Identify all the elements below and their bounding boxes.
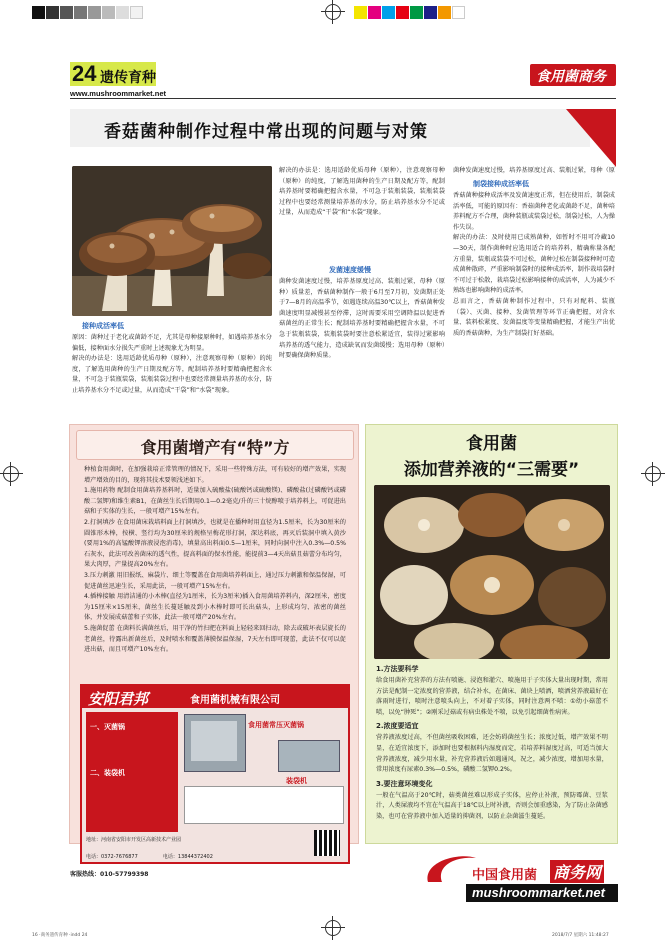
paragraph: 2.打洞填沙 在食用菌床栽培料面上打洞填沙，也就是在播种时用直径为1.5厘米，长为30厘米的圆锥形木棒，按横、竖行均为30厘米的规格呈梅花形打洞，深达料底，再灭后装洞中填入黄沙(要用1%的高锰酸钾溶液浸泡消毒)，填量高出料面0.5—1厘米，同时向洞中注入0.3%—0.5%石灰水，此法可改善菌床的透气性，提高料面的保水性能，能提前3—4天出菇且菇蕾分布均匀，果大肉厚，产量提高20%左右。 — [84, 518, 346, 569]
heading-fajun: 发菌速度缓慢 — [329, 266, 371, 274]
brand-cn-b: 商务网 — [550, 860, 604, 883]
article3-title-line1: 食用菌 — [466, 434, 517, 454]
article3-box — [365, 424, 618, 844]
qr-code-icon — [314, 830, 340, 856]
paragraph: 菌种发菌速度过慢，培养基原度过高、装瓶过紧，母种（原 — [453, 167, 615, 174]
paragraph: 5.施菌促蕾 在菌料长满菌丝后，用干净的竹扫把在料面上轻轻来回扫动，除去或破坏表层旋长的老菌丝，待露出新菌丝后，及时喷水和覆盖薄膜保温保湿，7天左右即可现蕾，此法不仅可以促进出菇，而且可增产10%左右。 — [84, 624, 346, 654]
registration-mark — [3, 466, 19, 482]
brand-url: mushroommarket.net — [472, 885, 605, 900]
article3-title-line2: 添加营养液的“三需要” — [403, 460, 580, 480]
section-name: 遗传育种 — [100, 70, 156, 86]
mushroom-variety-photo — [374, 485, 610, 659]
ad-line2: 二、装袋机 — [90, 769, 125, 777]
paragraph: 营养液浓度过高，不但菌丝吸收困难，还会妨碍菌丝生长；浓度过低，增产效果不明显，在适宜浓度下，添加时也要根据料内湿度而定，若培养料湿度过高，可适当加大营养液浓度，减少用水量，补充营养液后如遇通风，况之，减少浓度，增加用水量，常用浓度有尿素0.3%—0.5%，磷酸二氢钾0.2%。 — [376, 734, 608, 774]
shiitake-illustration — [72, 166, 272, 316]
paragraph: 菌种发菌速度过慢，培养基原度过高、装瓶过紧，母种（原种）质量差，香菇菌种制作一般于6月至7月初，发菌期正处于7—8月的高温季节，如遇连续高温30℃以上，香菇菌种发菌速度明显减慢甚至停滞，这时需要采用空调降温以促进香菇菌丝的正常生长；配制培养基时要精确把握含水量，不可急于装瓶装袋，装瓶装袋时要注意松紧适宜，装得过紧影响培养基的透气能力，造成缺氧而发菌缓慢；选用母种（原种）时要确保菌种质量。 — [279, 278, 445, 360]
brand-url-bar — [466, 884, 618, 902]
ad-phone-b: 电话：13844372402 — [162, 854, 213, 860]
ad-machine: 装袋机 — [286, 777, 307, 785]
website-url: www.mushroommarket.net — [70, 89, 166, 98]
ad-company-full: 食用菌机械有限公司 — [190, 695, 280, 706]
heading-environment: 3.要注意环境变化 — [376, 779, 433, 788]
ad-machine-image — [278, 740, 340, 772]
article1-col1 — [72, 318, 272, 397]
article2-body — [84, 465, 346, 656]
article3-body — [376, 661, 608, 823]
ad-line1: 一、灭菌锅 — [90, 723, 125, 731]
paragraph: 种植食用菌时，在加强栽培正常管理的情况下，采用一些特殊方法，可有较好的增产效果，实现增产增效的目的，现将其技术要领浅述如下。 — [84, 466, 346, 484]
ad-phone-a: 电话：0372-7676877 — [86, 854, 138, 860]
article3-title-area — [366, 425, 617, 481]
file-info-left: 16 ·商务遗传育种 ·indd 24 — [32, 933, 88, 938]
article1-col3 — [453, 166, 615, 339]
mushroom-variety-illustration — [374, 485, 610, 659]
article2-title-bar — [76, 430, 354, 460]
brand-tag-text: 食用菌商务 — [536, 69, 606, 85]
heading-zhizhong: 制袋接种成活率低 — [473, 180, 529, 188]
heading-jiezhong: 接种成活率低 — [82, 322, 124, 330]
registration-mark — [325, 920, 341, 936]
page-header — [70, 60, 616, 96]
ad-product: 食用菌常压灭菌锅 — [248, 721, 304, 729]
ad-address: 地址：河南省安阳市开发区高新技术产业园 — [86, 837, 182, 843]
ad-spec-table — [184, 786, 344, 824]
ad-block[interactable] — [80, 684, 350, 864]
heading-method: 1.方法要科学 — [376, 665, 419, 673]
article1-title-banner — [70, 109, 616, 147]
page-number: 24 — [72, 61, 97, 86]
file-info-right: 2018/7/7 星期六 11:48:27 — [552, 933, 609, 938]
brand-cn-a: 中国食用菌 — [472, 868, 538, 883]
paragraph: 总而言之，香菇菌种制作过程中，只有对配料、装瓶（袋）、灭菌、接种、发菌管理等环节正确把握，对含水量、装料松紧度、发菌温度等变量精确把握，才能生产出优质的香菇菌种，为生产制袋打好基础。 — [453, 297, 615, 337]
article2-title: 食用菌增产有“特”方 — [140, 438, 290, 457]
ad-header — [82, 686, 348, 708]
red-corner-shape — [546, 109, 616, 167]
ad-contact — [86, 836, 342, 862]
registration-mark — [325, 4, 341, 20]
paragraph: 一般在气温高于20℃时，菇类菌丝难以形成子实体，应停止补液，预防霉菌、豆浆汁，人类屎液均不宜在气温高于18℃以上时补液，否则会加重感染，为了防止杂菌感染，也可在营养液中加入适量的抑菌剂，以防止杂菌滋生蔓延。 — [376, 791, 608, 820]
paragraph: 1.施用药物 配制食用菌培养基料时，适量加入硫酸盐(硫酸钙或硫酸镁)、磷酸盐(过磷酸钙或磷酸二氢钾)和维生素B1，在菌丝生长后期用0.1—0.2毫克/升的三十烷醇喷于培养料上，可促进出菇和子实体的生长，一般可增产15%左右。 — [84, 487, 346, 516]
heading-concentration: 2.浓度要适宜 — [376, 722, 419, 731]
brand-tag — [530, 64, 616, 86]
registration-mark — [645, 466, 661, 482]
paragraph: 解决的办法是：选用适龄优质母种（原种），注意观察母种（原种）的纯度，了解选用菌种的生产日期及配方等，配制培养基时要精确把握含水量，不可急于装瓶装袋，装瓶装袋过程中也要经常测量培养基的水分，防止培养基水分不足或过量，从而造成“干袋”和“水袋”现象。 — [279, 167, 445, 217]
ad-sterilizer-image — [184, 714, 246, 772]
ad-company-short: 安阳君邦 — [88, 690, 149, 708]
paragraph: 4.插棒接触 用清洁通的小木棒(直径为1厘米，长为3厘米)插入食用菌培养料内，深2厘米，密度为15厘米×15厘米，菌丝生长蔓延触及到小木棒时即可长出菇头，上形成均匀、浓密的菌丝体，并发展成菇蕾和子实体，此法一般可增产20%左右。 — [84, 593, 346, 622]
article1-title: 香菇菌种制作过程中常出现的问题与对策 — [104, 122, 428, 142]
paragraph: 香菇菌种接种成活率及发菌速度正常，但在使用后，制袋成活率低，可能的原因有：香菇菌种老化或菌龄不足，菌种培养料配方不合理，菌种装瓶或装袋过松，制袋过松，人为操作失误。 — [453, 192, 615, 231]
paragraph: 3.压力刺激 用旧报纸、麻袋片、细土等覆盖在食用菌培养料面上，通过压力刺激和保温保湿，可促进菌丝迅速生长，采用此法，一般可增产15%左右。 — [84, 571, 346, 590]
paragraph: 原因：菌种过于老化或菌龄不足，尤其是母种接原种时，如遇培养基水分偏低，接种面水分损失严重时上述现象尤为明显。 — [72, 334, 272, 352]
ad-left-panel — [86, 712, 178, 832]
paragraph: 解决的办法是：选用适龄优质母种（原种），注意观察母种（原种）的纯度，了解选用菌种的生产日期及配方等，配制培养基时要精确把握含水量，不可急于装瓶装袋，装瓶装袋过程中也要经常测量培养基的水分，防止培养基水分不足或过量，从而造成“干袋”和“水袋”现象。 — [72, 355, 272, 394]
paragraph: 解决的办法：及时使用已成熟菌种，如暂时不用可冷藏10—30天，制作菌种时应选用适合的培养料，精确称量各配方重量，装瓶或装袋不可过松，菌种过松在制袋接种时可造成菌种散碎，严重影响制袋时的接种成活率，制作栽培袋时不可过于松散，栽培袋过松影响接种的成活率，人为减少不熟练也影响菌种的成活率。 — [453, 234, 615, 295]
header-rule — [70, 98, 616, 99]
footer-brand[interactable] — [418, 852, 618, 910]
shiitake-photo — [72, 166, 272, 316]
service-hotline: 客服热线：010-57799398 — [70, 871, 149, 878]
paragraph: 给食用菌补充营养的方法有喷施、浸泡和灌穴、喷施用于子实体大量出现时期，常用方法是配制一定浓度的营养液，结合补水，在菌床、菌块上喷洒，喷洒营养液最好在落雨时进行，喷时注意喷头向上，不对着子实体，同时注意两不喷：①幼小菇蕾不喷，以免“肿死”；②刚采过菇或有病虫株处不喷，以免引起细菌性病害。 — [376, 677, 608, 716]
article1-col2 — [279, 166, 445, 453]
